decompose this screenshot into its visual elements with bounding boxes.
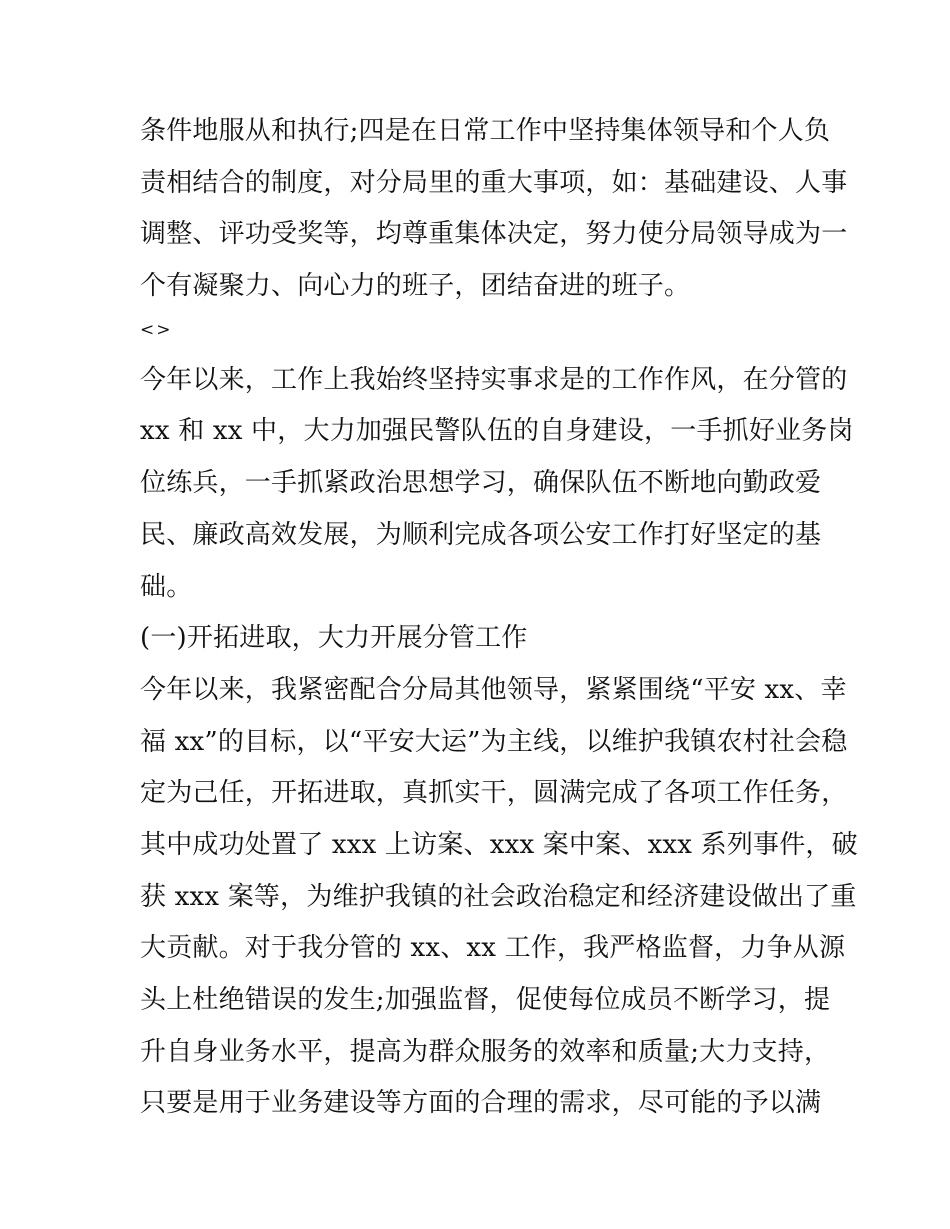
paragraph-3 <box>140 665 858 1130</box>
text-line: 只要是用于业务建设等方面的合理的需求，尽可能的予以满 <box>140 1088 822 1119</box>
text-line: 其中成功处置了 xxx 上访案、xxx 案中案、xxx 系列事件，破 <box>140 829 858 860</box>
text-line: 民、廉政高效发展，为顺利完成各项公安工作打好坚定的基 <box>140 519 822 550</box>
document-body <box>140 106 858 1130</box>
paragraph-1 <box>140 106 848 313</box>
text-line: 个有凝聚力、向心力的班子，团结奋进的班子。 <box>140 271 691 302</box>
text-line: 条件地服从和执行;四是在日常工作中坚持集体领导和个人负 <box>140 116 831 146</box>
text-line: 获 xxx 案等，为维护我镇的社会政治稳定和经济建设做出了重 <box>140 881 857 912</box>
section-marker: <> <box>140 319 173 340</box>
text-line: 福 xx”的目标，以“平安大运”为主线，以维护我镇农村社会稳 <box>140 726 848 757</box>
text-line: 定为己任，开拓进取，真抓实干，圆满完成了各项工作任务， <box>140 778 848 809</box>
text-line: 位练兵，一手抓紧政治思想学习，确保队伍不断地向勤政爱 <box>140 468 822 499</box>
text-line: 大贡献。对于我分管的 xx、xx 工作，我严格监督，力争从源 <box>140 933 846 964</box>
text-line: 础。 <box>140 571 193 602</box>
text-line: 责相结合的制度，对分局里的重大事项，如：基础建设、人事 <box>140 167 848 198</box>
text-line: 升自身业务水平，提高为群众服务的效率和质量;大力支持， <box>140 1036 831 1067</box>
text-line: xx 和 xx 中，大力加强民警队伍的自身建设，一手抓好业务岗 <box>140 416 854 447</box>
text-line: 调整、评功受奖等，均尊重集体决定，努力使分局领导成为一 <box>140 219 848 250</box>
section-heading: (一)开拓进取，大力开展分管工作 <box>140 623 528 654</box>
text-line: 今年以来，工作上我始终坚持实事求是的工作作风，在分管的 <box>140 364 848 395</box>
paragraph-2 <box>140 355 854 613</box>
text-line: 头上杜绝错误的发生;加强监督，促使每位成员不断学习，提 <box>140 985 831 1015</box>
text-line: 今年以来，我紧密配合分局其他领导，紧紧围绕“平安 xx、幸 <box>140 674 847 705</box>
